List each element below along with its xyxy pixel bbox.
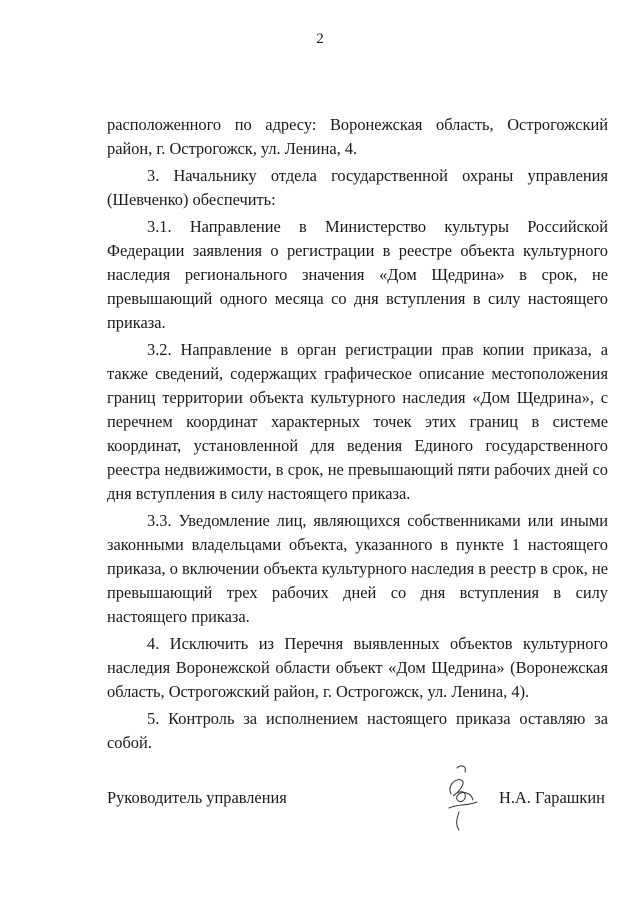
paragraph-5: 5. Контроль за исполнением настоящего приказа оставляю за собой. bbox=[107, 709, 608, 752]
paragraph-3-2: 3.2. Направление в орган регистрации прав копии приказа, а также сведений, содержащих графическое описание местоположения границ территории объекта культурного наследия «Дом Щедрина», с перечнем координат характерных точек этих границ в системе координат, установленной для ведения Единого государственного реестра недвижимости, в срок, не превышающий пяти рабочих дней со дня вступления в силу настоящего приказа. bbox=[107, 340, 608, 503]
paragraph-3-1: 3.1. Направление в Министерство культуры Российской Федерации заявления о регистрации в реестре объекта культурного наследия регионального значения «Дом Щедрина» в срок, не превышающий одного месяца со дня вступления в силу настоящего приказа. bbox=[107, 217, 608, 332]
page-number: 2 bbox=[316, 31, 324, 47]
paragraph-3-continuation: (Шевченко) обеспечить: bbox=[107, 190, 276, 209]
paragraph-3-heading: 3. Начальнику отдела государственной охраны управления bbox=[147, 166, 608, 185]
paragraph-3-3: 3.3. Уведомление лиц, являющихся собственниками или иными законными владельцами объекта, указанного в пункте 1 настоящего приказа, о включении объекта культурного наследия в реестр в срок, не превышающий трех рабочих дней со дня вступления в силу настоящего приказа. bbox=[107, 511, 608, 626]
signatory-name: Н.А. Гарашкин bbox=[499, 788, 605, 807]
handwritten-signature-icon bbox=[437, 756, 487, 836]
paragraph-4: 4. Исключить из Перечня выявленных объектов культурного наследия Воронежской области объект «Дом Щедрина» (Воронежская область, Острогожский район, г. Острогожск, ул. Ленина, 4). bbox=[107, 634, 608, 701]
signatory-title: Руководитель управления bbox=[107, 788, 287, 807]
paragraph-continuation: расположенного по адресу: Воронежская область, Острогожский район, г. Острогожск, ул. Ленина, 4. bbox=[107, 115, 608, 158]
document-body bbox=[107, 113, 608, 755]
